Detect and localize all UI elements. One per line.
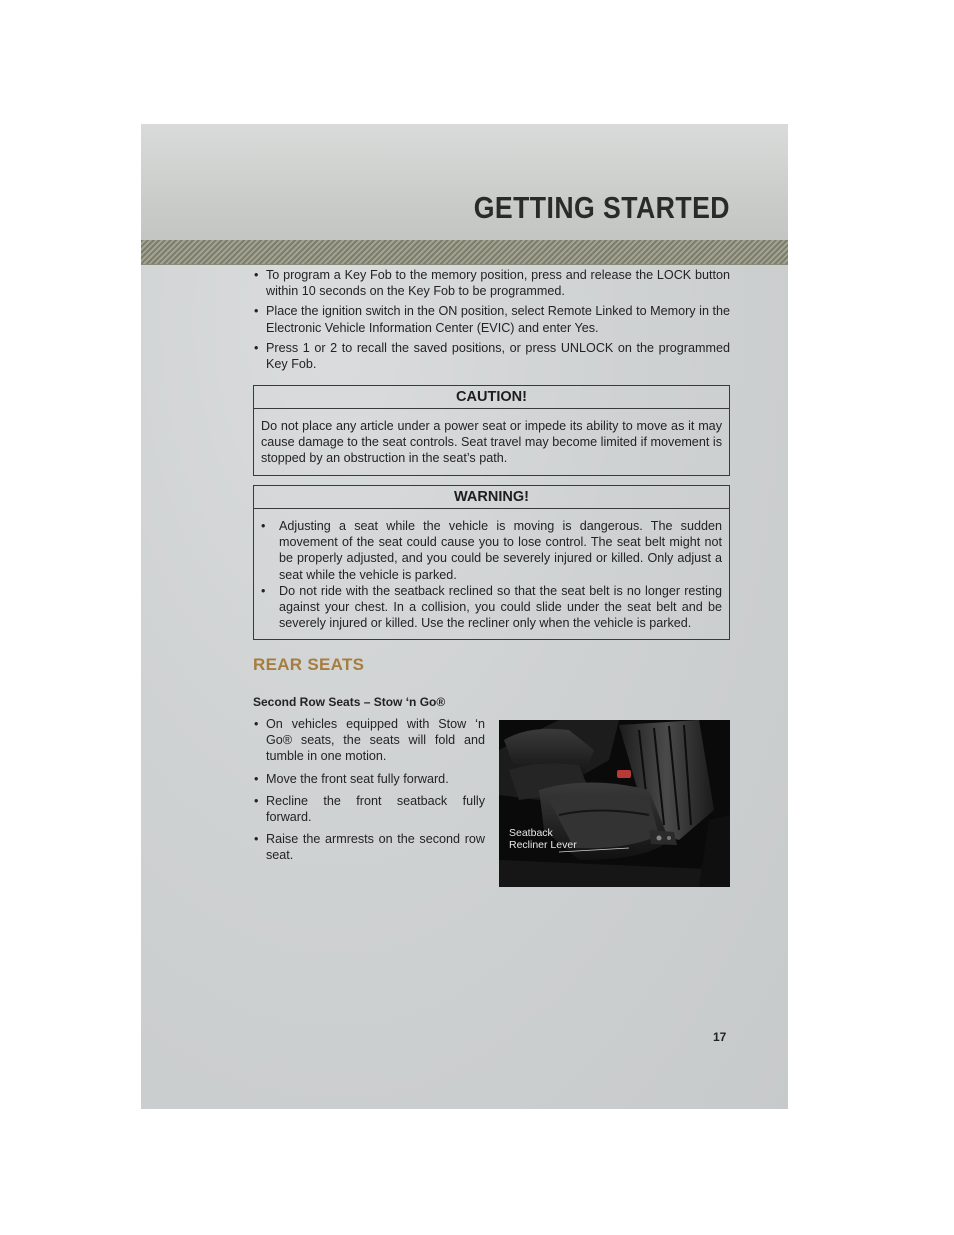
photo-caption-line1: Seatback <box>509 827 553 839</box>
seat-photo <box>499 720 730 887</box>
warning-body <box>254 509 729 639</box>
warning-title: WARNING! <box>254 486 729 509</box>
caution-title: CAUTION! <box>254 386 729 409</box>
list-item: • Press 1 or 2 to recall the saved positions, or press UNLOCK on the programmed Key Fob. <box>253 340 730 372</box>
list-item: • Move the front seat fully forward. <box>253 771 485 787</box>
section-title: REAR SEATS <box>253 655 365 674</box>
page-title: GETTING STARTED <box>473 190 730 225</box>
intro-bullet-list <box>253 267 730 376</box>
list-item: • Recline the front seatback fully forward. <box>253 793 485 825</box>
list-item: • On vehicles equipped with Stow ‘n Go® seats, the seats will fold and tumble in one motion. <box>253 716 485 765</box>
subsection-title: Second Row Seats – Stow ‘n Go® <box>253 695 446 709</box>
warning-bullet-list <box>261 518 722 631</box>
header-stripe <box>141 240 788 265</box>
photo-caption <box>509 828 577 851</box>
list-item: • Raise the armrests on the second row seat. <box>253 831 485 863</box>
list-item: • Place the ignition switch in the ON position, select Remote Linked to Memory in the Electronic Vehicle Information Center (EVIC) and enter Yes. <box>253 303 730 335</box>
list-item: • Do not ride with the seatback reclined so that the seat belt is no longer resting against your chest. In a collision, you could slide under the seat belt and be severely injured or killed. Use the recliner only when the vehicle is parked. <box>261 583 722 632</box>
rear-seats-bullet-list <box>253 716 485 870</box>
caution-box <box>253 385 730 476</box>
caution-text: Do not place any article under a power seat or impede its ability to move as it may cause damage to the seat controls. Seat travel may become limited if movement is stopped by an obstruction in the seat’s path. <box>261 419 722 466</box>
page-number: 17 <box>713 1030 727 1044</box>
list-item: • To program a Key Fob to the memory position, press and release the LOCK button within 10 seconds on the Key Fob to be programmed. <box>253 267 730 299</box>
warning-box <box>253 485 730 640</box>
photo-caption-line2: Recliner Lever <box>509 838 577 851</box>
seat-illustration <box>499 720 730 887</box>
list-item: • Adjusting a seat while the vehicle is moving is dangerous. The sudden movement of the seat could cause you to lose control. The seat belt might not be properly adjusted, and you could be severely injured or killed. Only adjust a seat while the vehicle is parked. <box>261 518 722 583</box>
header-band <box>141 124 788 242</box>
